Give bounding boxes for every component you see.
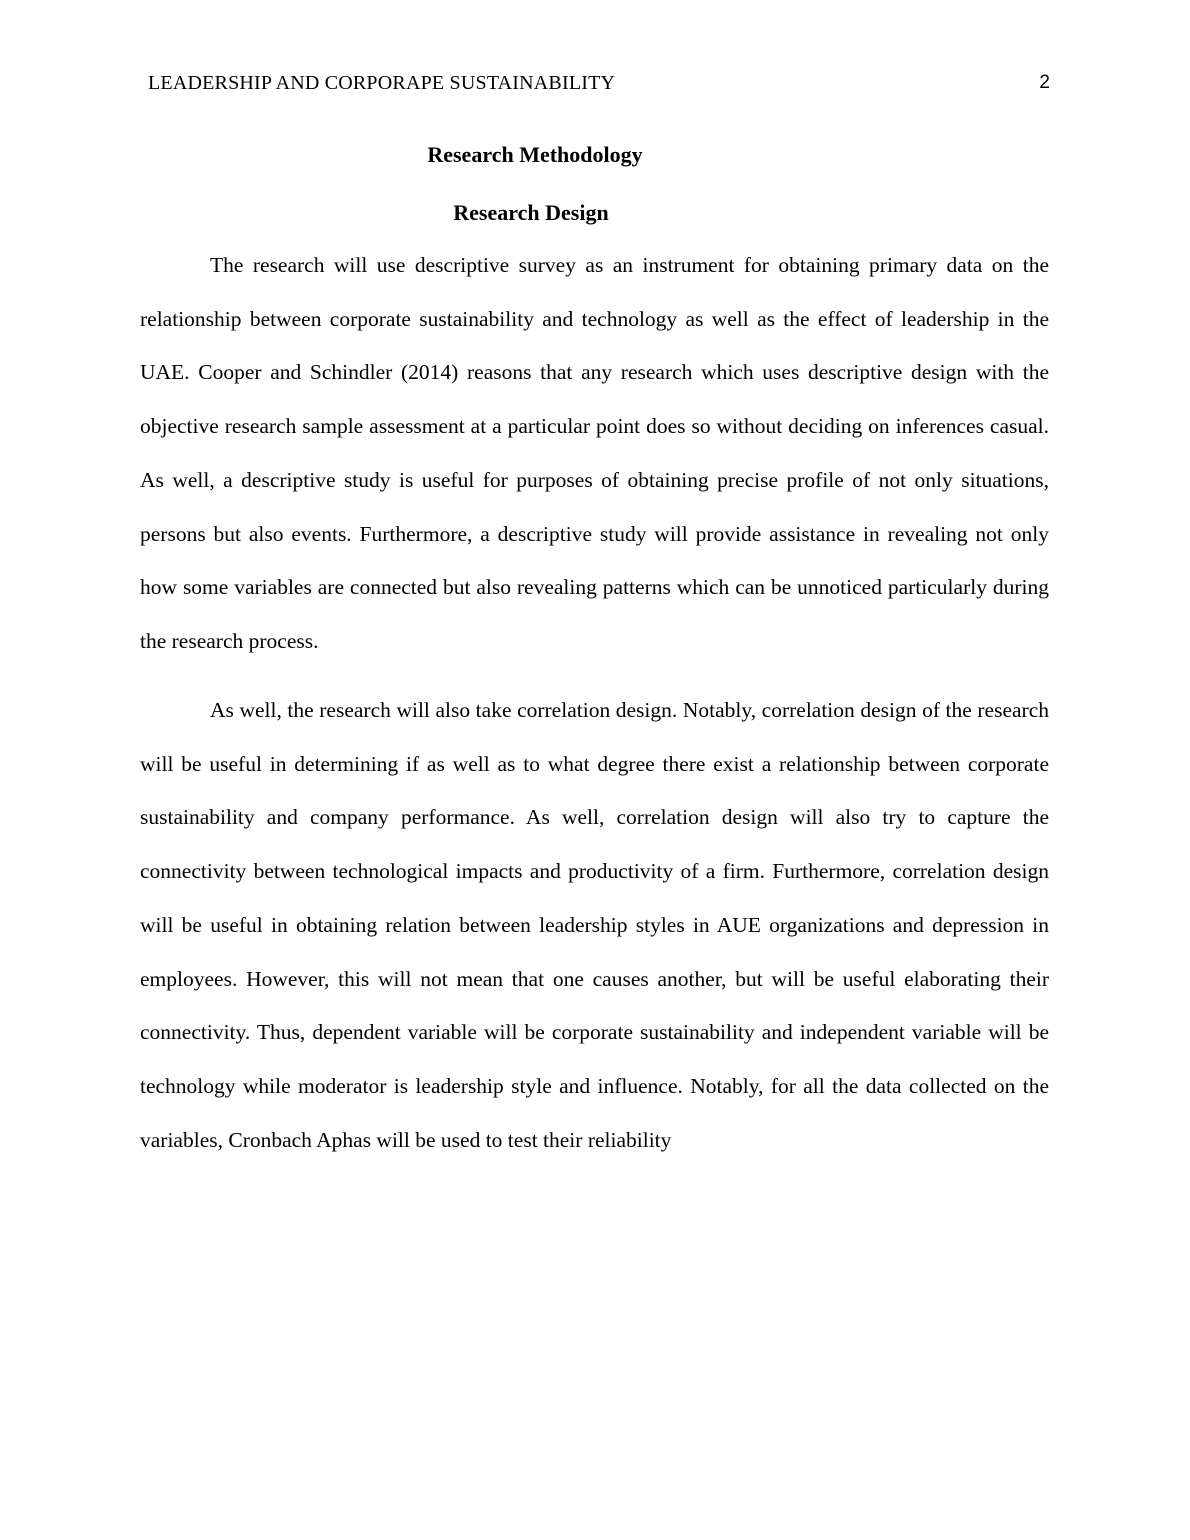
body-paragraph: The research will use descriptive survey as an instrument for obtaining primary data on the relationship between corporate sustainability and technology as well as the effect of leadership in the UAE. Cooper and Schindler (2014) reasons that any research which uses descriptive design with the objective research sample assessment at a particular point does so without deciding on inferences casual. As well, a descriptive study is useful for purposes of obtaining precise profile of not only situations, persons but also events. Furthermore, a descriptive study will provide assistance in revealing not only how some variables are connected but also revealing patterns which can be unnoticed particularly during the research process. [140,253,1049,653]
page-number: 2 [1039,72,1050,93]
section-heading: Research Methodology [427,142,643,167]
subsection-heading: Research Design [453,200,609,225]
body-paragraph: As well, the research will also take correlation design. Notably, correlation design of the research will be useful in determining if as well as to what degree there exist a relationship between corporate sustainability and company performance. As well, correlation design will also try to capture the connectivity between technological impacts and productivity of a firm. Furthermore, correlation design will be useful in obtaining relation between leadership styles in AUE organizations and depression in employees. However, this will not mean that one causes another, but will be useful elaborating their connectivity. Thus, dependent variable will be corporate sustainability and independent variable will be technology while moderator is leadership style and influence. Notably, for all the data collected on the variables, Cronbach Aphas will be used to test their reliability [140,698,1049,1152]
running-head: LEADERSHIP AND CORPORAPE SUSTAINABILITY [148,72,616,94]
